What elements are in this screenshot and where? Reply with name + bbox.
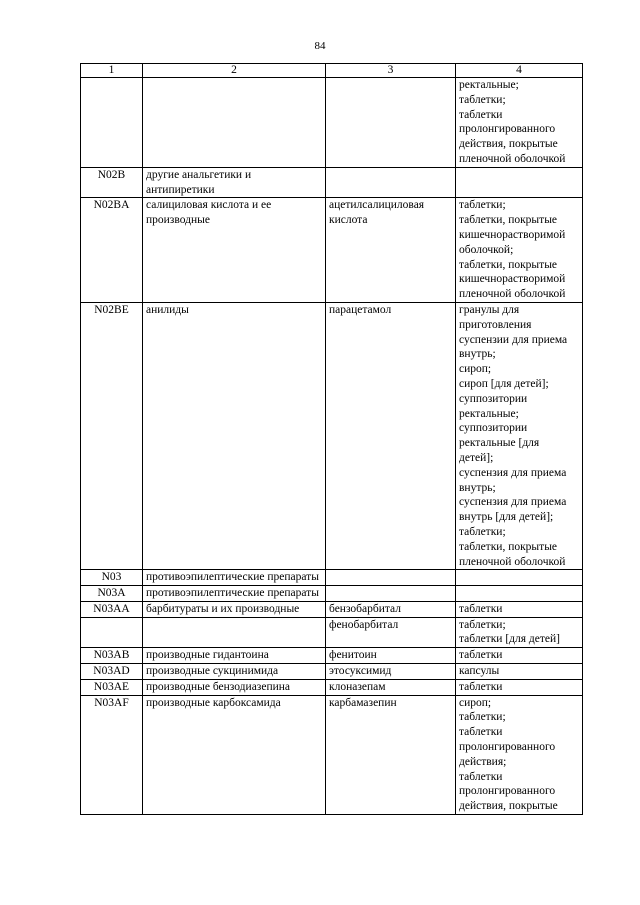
- dosage-form-line: пролонгированного: [459, 741, 556, 754]
- dosage-form-line: суппозитории: [459, 422, 528, 435]
- atc-code-cell: N02BE: [81, 302, 143, 569]
- dosage-form-line: таблетки;: [459, 525, 506, 538]
- dosage-form-line: таблетки;: [459, 93, 506, 106]
- dosage-form-line: таблетки [для детей]: [459, 633, 560, 646]
- dosage-forms-cell: [456, 695, 583, 814]
- header-col-1: 1: [81, 64, 143, 78]
- dosage-form-line: таблетки, покрытые: [459, 258, 558, 271]
- dosage-forms-cell: [456, 302, 583, 569]
- atc-code-cell: N03: [81, 570, 143, 586]
- header-col-2: 2: [143, 64, 326, 78]
- dosage-forms-cell: [456, 198, 583, 303]
- dosage-form-line: сироп;: [459, 363, 492, 376]
- dosage-forms-cell: [456, 167, 583, 198]
- page-number: 84: [314, 40, 326, 52]
- header-col-3: 3: [326, 64, 456, 78]
- atc-code-cell: N03A: [81, 586, 143, 602]
- atc-code-cell: [81, 617, 143, 648]
- dosage-form-line: гранулы для: [459, 303, 520, 316]
- drug-name-cell: клоназепам: [326, 679, 456, 695]
- dosage-form-line: внутрь;: [459, 481, 496, 494]
- group-name-cell: [143, 78, 326, 168]
- drug-name-cell: бензобарбитал: [326, 601, 456, 617]
- dosage-form-line: суспензия для приема: [459, 466, 567, 479]
- dosage-form-line: приготовления: [459, 318, 532, 331]
- dosage-forms-cell: [456, 679, 583, 695]
- group-name-cell: производные карбоксамида: [143, 695, 326, 814]
- atc-code-cell: [81, 78, 143, 168]
- atc-code-cell: N02BA: [81, 198, 143, 303]
- medication-table: [80, 63, 583, 815]
- table-row: [81, 586, 583, 602]
- dosage-form-line: таблетки: [459, 649, 503, 662]
- table-row: [81, 167, 583, 198]
- dosage-forms-cell: [456, 648, 583, 664]
- dosage-forms-cell: [456, 586, 583, 602]
- group-name-cell: другие анальгетики и антипиретики: [143, 167, 326, 198]
- dosage-form-line: ректальные [для: [459, 437, 540, 450]
- drug-name-cell: [326, 167, 456, 198]
- dosage-form-line: таблетки: [459, 726, 503, 739]
- atc-code-cell: N03AA: [81, 601, 143, 617]
- dosage-form-line: капсулы: [459, 665, 500, 678]
- dosage-form-line: сироп [для детей];: [459, 377, 549, 390]
- table-row: [81, 679, 583, 695]
- dosage-form-line: ректальные;: [459, 79, 519, 91]
- dosage-form-line: пленочной оболочкой: [459, 152, 566, 165]
- atc-code-cell: N03AF: [81, 695, 143, 814]
- dosage-form-line: таблетки;: [459, 618, 506, 631]
- drug-name-cell: фенитоин: [326, 648, 456, 664]
- group-name-cell: барбитураты и их производные: [143, 601, 326, 617]
- dosage-forms-cell: [456, 601, 583, 617]
- dosage-form-line: сироп;: [459, 696, 492, 709]
- group-name-cell: производные гидантоина: [143, 648, 326, 664]
- table-row: [81, 302, 583, 569]
- dosage-form-line: пленочной оболочкой: [459, 555, 566, 568]
- group-name-cell: производные бензодиазепина: [143, 679, 326, 695]
- dosage-form-line: таблетки, покрытые: [459, 540, 558, 553]
- drug-name-cell: ацетилсалициловая кислота: [326, 198, 456, 303]
- dosage-form-line: внутрь [для детей];: [459, 511, 554, 524]
- table-row: [81, 198, 583, 303]
- table-row: [81, 617, 583, 648]
- dosage-form-line: суспензия для приема: [459, 496, 567, 509]
- dosage-form-line: пролонгированного: [459, 123, 556, 136]
- dosage-form-line: пленочной оболочкой: [459, 288, 566, 301]
- table-row: [81, 601, 583, 617]
- header-col-4: 4: [456, 64, 583, 78]
- dosage-form-line: ректальные;: [459, 407, 519, 420]
- dosage-form-line: таблетки, покрытые: [459, 214, 558, 227]
- dosage-form-line: суппозитории: [459, 392, 528, 405]
- table-row: [81, 664, 583, 680]
- drug-name-cell: парацетамол: [326, 302, 456, 569]
- dosage-form-line: детей];: [459, 451, 494, 464]
- atc-code-cell: N03AE: [81, 679, 143, 695]
- group-name-cell: противоэпилептические препараты: [143, 586, 326, 602]
- group-name-cell: противоэпилептические препараты: [143, 570, 326, 586]
- group-name-cell: [143, 617, 326, 648]
- dosage-form-line: кишечнорастворимой: [459, 228, 566, 241]
- drug-name-cell: [326, 570, 456, 586]
- dosage-form-line: действия;: [459, 755, 507, 768]
- dosage-form-line: таблетки: [459, 602, 503, 615]
- dosage-form-line: суспензии для приема: [459, 333, 568, 346]
- table-row: [81, 648, 583, 664]
- dosage-form-line: таблетки: [459, 108, 503, 121]
- dosage-form-line: пролонгированного: [459, 785, 556, 798]
- dosage-form-line: таблетки: [459, 680, 503, 693]
- drug-name-cell: [326, 586, 456, 602]
- dosage-forms-cell: [456, 664, 583, 680]
- table-header-row: [81, 64, 583, 78]
- table-row: [81, 78, 583, 168]
- table-row: [81, 695, 583, 814]
- group-name-cell: салициловая кислота и ее производные: [143, 198, 326, 303]
- drug-name-cell: фенобарбитал: [326, 617, 456, 648]
- dosage-forms-cell: [456, 617, 583, 648]
- dosage-form-line: таблетки;: [459, 199, 506, 212]
- atc-code-cell: N03AB: [81, 648, 143, 664]
- dosage-form-line: оболочкой;: [459, 243, 514, 256]
- dosage-forms-cell: [456, 570, 583, 586]
- group-name-cell: производные сукцинимида: [143, 664, 326, 680]
- group-name-cell: анилиды: [143, 302, 326, 569]
- dosage-form-line: внутрь;: [459, 348, 496, 361]
- table-row: [81, 570, 583, 586]
- drug-name-cell: карбамазепин: [326, 695, 456, 814]
- drug-name-cell: [326, 78, 456, 168]
- dosage-form-line: действия, покрытые: [459, 138, 558, 151]
- dosage-form-line: таблетки;: [459, 711, 506, 724]
- dosage-form-line: кишечнорастворимой: [459, 273, 566, 286]
- dosage-forms-cell: [456, 78, 583, 168]
- dosage-form-line: таблетки: [459, 770, 503, 783]
- atc-code-cell: N02B: [81, 167, 143, 198]
- dosage-form-line: действия, покрытые: [459, 800, 558, 813]
- drug-name-cell: этосуксимид: [326, 664, 456, 680]
- atc-code-cell: N03AD: [81, 664, 143, 680]
